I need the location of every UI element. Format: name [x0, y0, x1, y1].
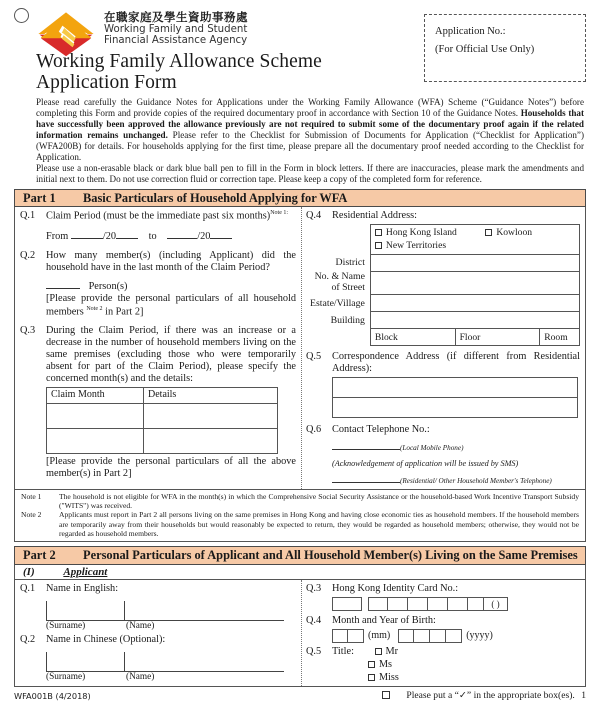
- part2-title: Personal Particulars of Applicant and All Household Member(s) Living on the Same Premises: [83, 548, 578, 563]
- page-footer: [14, 690, 586, 701]
- subsection-title: Applicant: [63, 565, 108, 578]
- label-street: No. & Name of Street: [314, 271, 365, 294]
- part2-left-column: [15, 580, 302, 687]
- question-q4: [306, 210, 580, 222]
- agency-name-chinese: 在職家庭及學生資助事務處: [104, 10, 248, 24]
- intro-p1b: Please refer to the Checklist for Submission of Documents for Application (“Checklist for Application”) (WFA200B) for details. For households applying for the first time, please prepare all the documentary proof needed according to the Checklist for Application.: [36, 130, 584, 162]
- footnote-1-label: Note 1: [21, 491, 42, 501]
- dob-year-digit-3[interactable]: [430, 629, 446, 643]
- footnote-1-text: The household is not eligible for WFA in the month(s) in which the Comprehensive Social Security Assistance or the household-based Work Incentive Transport Subsidy ("WITS") was received.: [59, 491, 579, 511]
- input-district[interactable]: [370, 254, 579, 271]
- label-miss: Miss: [379, 672, 399, 684]
- name-english-underline[interactable]: [46, 600, 284, 621]
- q1-to-year-prefix: /20: [197, 230, 211, 242]
- q6-other-row: [332, 472, 580, 487]
- q6-number: Q.6: [306, 424, 322, 436]
- q4-text: Residential Address:: [332, 210, 417, 222]
- bfr-label-spacer: [306, 329, 370, 346]
- checkbox-sample-icon: [382, 691, 390, 699]
- q1-label: Claim Period (must be the immediate past six months): [46, 210, 271, 222]
- part1-title: Basic Particulars of Household Applying for WFA: [83, 190, 348, 205]
- subsection-number: (I): [23, 565, 35, 578]
- hkid-digit-2[interactable]: [388, 597, 408, 611]
- address-row-district: [306, 254, 580, 271]
- checkbox-new-territories-icon[interactable]: [375, 242, 382, 249]
- name-chinese-inputs: [46, 648, 296, 672]
- caption-surname-cn: (Surname): [46, 671, 86, 682]
- label-new-territories: New Territories: [385, 239, 447, 251]
- q1-number: Q.1: [20, 210, 36, 222]
- agency-name-english-1: Working Family and Student: [104, 23, 248, 35]
- hkid-digit-6[interactable]: [468, 597, 484, 611]
- caption-name-en: (Name): [126, 620, 155, 631]
- question-p2-q2: [20, 634, 296, 646]
- p2-q2-text: Name in Chinese (Optional):: [46, 633, 166, 645]
- q2-number: Q.2: [20, 250, 36, 261]
- q3-bracket-note: [Please provide the personal particulars of all the above member(s) in Part 2]: [46, 455, 296, 480]
- part2-header-bar: [14, 546, 586, 565]
- agency-name: [104, 6, 248, 47]
- checkbox-hong-kong-island-icon[interactable]: [375, 229, 382, 236]
- region-checkbox-row: [306, 225, 580, 255]
- q1-from-year-input[interactable]: [116, 228, 138, 239]
- form-code: WFA001B (4/2018): [14, 690, 91, 701]
- intro-paragraph-1: [36, 97, 584, 162]
- p2-q5-number: Q.5: [306, 645, 322, 657]
- label-ms: Ms: [379, 658, 393, 670]
- q2-persons-label: Person(s): [88, 281, 128, 293]
- correspondence-address-table: [332, 377, 578, 418]
- p2-q1-text: Name in English:: [46, 582, 119, 594]
- address-row-building: [306, 312, 580, 329]
- part2-subsection-applicant: [14, 565, 586, 580]
- p2-q2-number: Q.2: [20, 633, 36, 645]
- p2-q5-text: [332, 646, 580, 658]
- dob-mm-label: (mm): [368, 630, 391, 642]
- region-option-kowloon[interactable]: [485, 227, 532, 238]
- q2-bracket-note: [46, 293, 296, 318]
- cell-claim-month-2[interactable]: [47, 428, 144, 453]
- region-option-new-territories[interactable]: [375, 240, 446, 251]
- q2-note-ref: Note 2: [86, 305, 103, 312]
- title-label: Title:: [332, 645, 354, 657]
- table-row: [333, 398, 578, 418]
- q2-persons-input[interactable]: [46, 278, 80, 289]
- dob-month-digit-2[interactable]: [348, 629, 364, 643]
- dob-month-digit-1[interactable]: [332, 629, 348, 643]
- application-no-box: [424, 14, 586, 82]
- table-row: [333, 378, 578, 398]
- q1-claim-period-row: [46, 228, 296, 243]
- question-q5: [306, 351, 580, 375]
- checkbox-kowloon-icon[interactable]: [485, 229, 492, 236]
- table-row: [47, 403, 278, 428]
- address-row-estate: [306, 295, 580, 312]
- question-q1: [20, 210, 296, 222]
- name-chinese-captions: [46, 672, 296, 684]
- q1-from-label: From: [46, 230, 69, 242]
- part2-body: [14, 580, 586, 688]
- q3-text: During the Claim Period, if there was an increase or a decrease in the number of household members living on the same premises (excluding those who were temporarily absent for part of the Claim Period), please specify the concerned month(s) and the details:: [46, 324, 296, 384]
- title-options-rest: [332, 658, 580, 685]
- q6-mobile-input[interactable]: [332, 439, 400, 450]
- p2-q3-number: Q.3: [306, 582, 322, 594]
- address-row-block-floor-room: [306, 329, 580, 346]
- label-floor[interactable]: Floor: [455, 329, 540, 346]
- q4-number: Q.4: [306, 210, 322, 222]
- question-p2-q5: [306, 646, 580, 658]
- question-q2: [20, 250, 296, 274]
- title-option-miss[interactable]: [368, 672, 399, 683]
- q6-other-label: (Residential/ Other Household Member's Telephone): [400, 476, 552, 485]
- p2-q4-text: Month and Year of Birth:: [332, 614, 436, 626]
- label-building: Building: [330, 314, 365, 326]
- label-kowloon: Kowloon: [496, 227, 533, 239]
- part1-left-column: [15, 207, 302, 489]
- hkid-digit-1[interactable]: [368, 597, 388, 611]
- punch-hole-marker: [14, 8, 29, 23]
- checkbox-instruction: [382, 690, 586, 701]
- name-english-divider-tick: [124, 601, 125, 621]
- dob-input-boxes: [332, 629, 580, 643]
- q2-bracket-text: [Please provide the personal particulars of all household members: [46, 293, 296, 318]
- intro-p1a: Please read carefully the Guidance Notes for Applications under the Working Family Allowance (WFA) Scheme (“Guidance Notes”) before completing this Form and provide copies of the required documentary proof in accordance with Section 10 of the Guidance Notes.: [36, 97, 584, 119]
- q1-note-ref: Note 1:: [270, 210, 289, 217]
- col-header-details: Details: [144, 387, 278, 403]
- name-chinese-underline[interactable]: [46, 651, 284, 672]
- label-mr: Mr: [385, 645, 399, 657]
- table-header-row: [47, 387, 278, 403]
- name-english-left-tick: [46, 601, 47, 621]
- q1-from-month-input[interactable]: [71, 228, 103, 239]
- intro-p1-bold: Households that have successfully been approved the allowance previously are not required to submit some of the documentary proof again if the related information remains unchanged.: [36, 108, 584, 141]
- dob-year-digit-2[interactable]: [414, 629, 430, 643]
- title-option-ms[interactable]: [368, 659, 392, 670]
- hkid-digit-5[interactable]: [448, 597, 468, 611]
- q1-to-year-input[interactable]: [210, 228, 232, 239]
- q6-mobile-row: [332, 439, 580, 454]
- part1-body: [14, 207, 586, 490]
- input-correspondence-line1[interactable]: [333, 378, 578, 398]
- hkid-check-digit-box[interactable]: ( ): [484, 597, 508, 611]
- input-correspondence-line2[interactable]: [333, 398, 578, 418]
- form-title-line2: Application Form: [36, 71, 177, 93]
- footnote-1: [21, 492, 579, 511]
- name-english-captions: [46, 621, 296, 633]
- question-p2-q4: [306, 615, 580, 627]
- q5-number: Q.5: [306, 351, 322, 363]
- q5-text: Correspondence Address (if different from Residential Address):: [332, 351, 580, 375]
- intro-paragraph-2: Please use a non-erasable black or dark blue ball pen to fill in the Form in block letters. If there are inaccuracies, please mark the amendments and initial next to them. Do not use correction fluid or correction tape. Please keep a copy of the completed form for reference.: [36, 162, 584, 184]
- name-english-inputs: [46, 597, 296, 621]
- q6-text: Contact Telephone No.:: [332, 424, 430, 436]
- part1-footnotes: [14, 490, 586, 542]
- hkid-digit-4[interactable]: [428, 597, 448, 611]
- caption-name-cn: (Name): [126, 671, 155, 682]
- input-street[interactable]: [370, 271, 579, 295]
- address-row-street: [306, 271, 580, 295]
- cell-details-2[interactable]: [144, 428, 278, 453]
- question-q6: [306, 424, 580, 436]
- checkbox-instruction-text: Please put a “✓” in the appropriate box(es).: [406, 690, 575, 701]
- label-hong-kong-island: Hong Kong Island: [385, 227, 457, 239]
- page-number: 1: [581, 690, 586, 701]
- region-checkboxes: [370, 225, 579, 255]
- checkbox-mr-icon[interactable]: [375, 648, 382, 655]
- label-block[interactable]: Block: [370, 329, 455, 346]
- input-building[interactable]: [370, 312, 579, 329]
- cell-claim-month-1[interactable]: [47, 403, 144, 428]
- part1-number: Part 1: [23, 190, 56, 205]
- p2-q4-number: Q.4: [306, 614, 322, 626]
- footnote-2-label: Note 2: [21, 510, 42, 520]
- region-label-spacer: [306, 225, 370, 255]
- form-title-line1: Working Family Allowance Scheme: [36, 51, 322, 72]
- q1-from-year-prefix: /20: [102, 230, 117, 242]
- question-p2-q1: [20, 583, 296, 595]
- col-header-claim-month: Claim Month: [47, 387, 144, 403]
- official-use-note: (For Official Use Only): [435, 44, 535, 56]
- part2-right-column: [302, 580, 585, 687]
- q1-to-label: to: [148, 230, 157, 242]
- checkbox-ms-icon[interactable]: [368, 661, 375, 668]
- q6-sms-note: (Acknowledgement of application will be issued by SMS): [332, 458, 519, 468]
- name-chinese-divider-tick: [124, 652, 125, 672]
- cell-details-1[interactable]: [144, 403, 278, 428]
- label-room[interactable]: Room: [540, 329, 580, 346]
- label-district: District: [335, 257, 365, 269]
- q2-persons-row: [46, 278, 296, 293]
- caption-surname-en: (Surname): [46, 620, 86, 631]
- q2-bracket-end: in Part 2]: [105, 306, 144, 318]
- hkid-input-boxes: [332, 597, 580, 611]
- q3-number: Q.3: [20, 324, 36, 336]
- dob-year-digit-4[interactable]: [446, 629, 462, 643]
- input-estate-village[interactable]: [370, 295, 579, 312]
- q2-text: How many member(s) (including Applicant) did the household have in the last month of the Claim Period?: [46, 250, 296, 274]
- q6-other-input[interactable]: [332, 472, 400, 483]
- p2-q1-number: Q.1: [20, 582, 36, 594]
- dob-yyyy-label: (yyyy): [466, 630, 493, 642]
- application-no-label: Application No.:: [435, 26, 506, 37]
- intro-text: [36, 97, 584, 184]
- footnote-2-text: Applicants must report in Part 2 all persons living on the same premises in Hong Kong and having close economic ties as household members. If the household members are temporarily away from their households but would reasonably be expected to return, they would be regarded as household members; otherwise, they would not be regarded as household members.: [59, 510, 579, 538]
- p2-q3-text: Hong Kong Identity Card No.:: [332, 582, 459, 594]
- part1-header-bar: [14, 189, 586, 208]
- region-option-hk-island[interactable]: [375, 227, 483, 239]
- table-row: [47, 428, 278, 453]
- hkid-prefix-box[interactable]: [332, 597, 362, 611]
- q6-mobile-label: (Local Mobile Phone): [400, 444, 464, 453]
- hkid-digit-3[interactable]: [408, 597, 428, 611]
- part1-right-column: [302, 207, 585, 489]
- name-chinese-left-tick: [46, 652, 47, 672]
- question-p2-q3: [306, 583, 580, 595]
- question-q3: [20, 325, 296, 385]
- checkbox-miss-icon[interactable]: [368, 674, 375, 681]
- part2-number: Part 2: [23, 548, 56, 563]
- claim-month-details-table: [46, 387, 278, 454]
- footnote-2: [21, 510, 579, 538]
- residential-address-table: [306, 224, 580, 346]
- dob-year-digit-1[interactable]: [398, 629, 414, 643]
- q1-text: [46, 210, 296, 222]
- agency-name-english-2: Financial Assistance Agency: [104, 35, 248, 47]
- title-option-mr[interactable]: [375, 646, 399, 657]
- q1-to-month-input[interactable]: [167, 228, 197, 239]
- label-estate-village: Estate/Village: [310, 297, 365, 309]
